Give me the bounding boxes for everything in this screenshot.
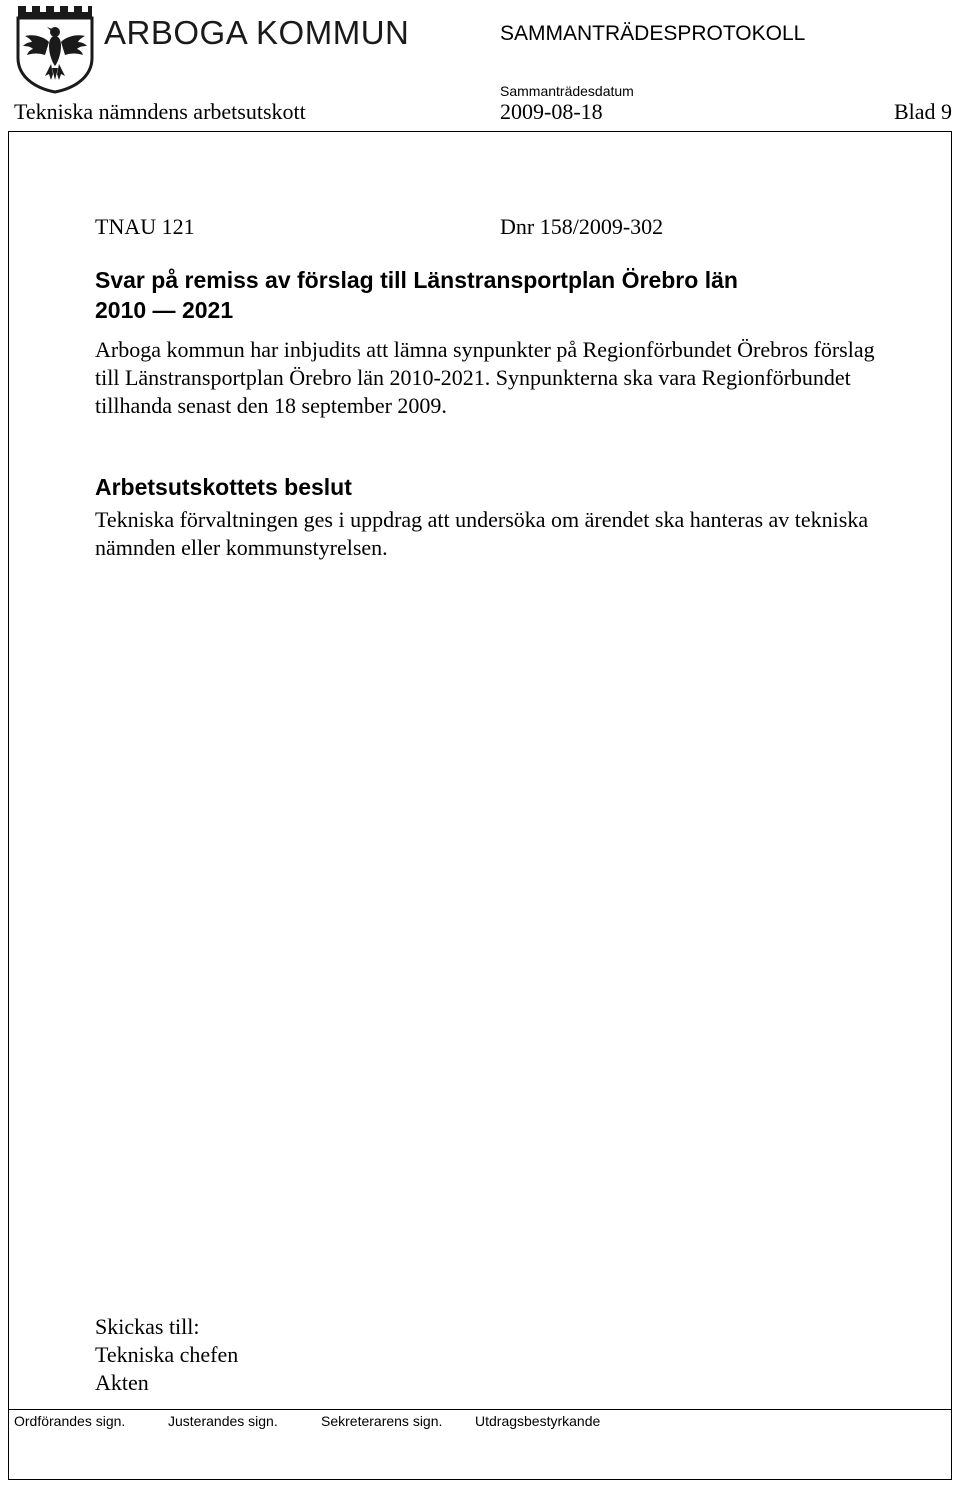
- decision-heading: Arbetsutskottets beslut: [95, 474, 352, 500]
- secretary-signature-label: Sekreterarens sign.: [321, 1413, 443, 1429]
- meeting-date-label: Sammanträdesdatum: [500, 83, 634, 99]
- decision-text: Tekniska förvaltningen ges i uppdrag att undersöka om ärendet ska hanteras av tekniska nämnden eller kommunstyrelsen.: [95, 507, 869, 560]
- committee-name: Tekniska nämndens arbetsutskott: [14, 99, 306, 124]
- extract-certification-label: Utdragsbestyrkande: [475, 1413, 601, 1429]
- coat-of-arms-eagle-icon: [14, 2, 96, 94]
- page-number: Blad 9: [893, 99, 952, 124]
- brand-name: ARBOGA KOMMUN: [104, 14, 410, 51]
- distribution-recipient: Tekniska chefen: [95, 1342, 239, 1367]
- distribution-recipient: Akten: [95, 1370, 149, 1395]
- distribution-label: Skickas till:: [95, 1314, 200, 1339]
- distribution-list: [95, 1313, 238, 1397]
- document-type: SAMMANTRÄDESPROTOKOLL: [500, 22, 806, 45]
- case-number: TNAU 121: [95, 214, 195, 239]
- adjuster-signature-label: Justerandes sign.: [168, 1413, 278, 1429]
- chair-signature-label: Ordförandes sign.: [14, 1413, 126, 1429]
- document-frame: [8, 131, 952, 1480]
- item-title-line-1: Svar på remiss av förslag till Länstransportplan Örebro län: [95, 267, 738, 293]
- item-title: [95, 265, 875, 325]
- registration-number: Dnr 158/2009-302: [500, 214, 664, 239]
- item-title-line-2: 2010 — 2021: [95, 297, 234, 323]
- meeting-date: 2009-08-18: [500, 99, 603, 124]
- signature-divider: [8, 1409, 952, 1410]
- item-body: Arboga kommun har inbjudits att lämna synpunkter på Regionförbundet Örebros förslag till Länstransportplan Örebro län 2010-2021. Synpunkterna ska vara Regionförbundet tillhanda senast den 18 september 2009.: [95, 337, 875, 418]
